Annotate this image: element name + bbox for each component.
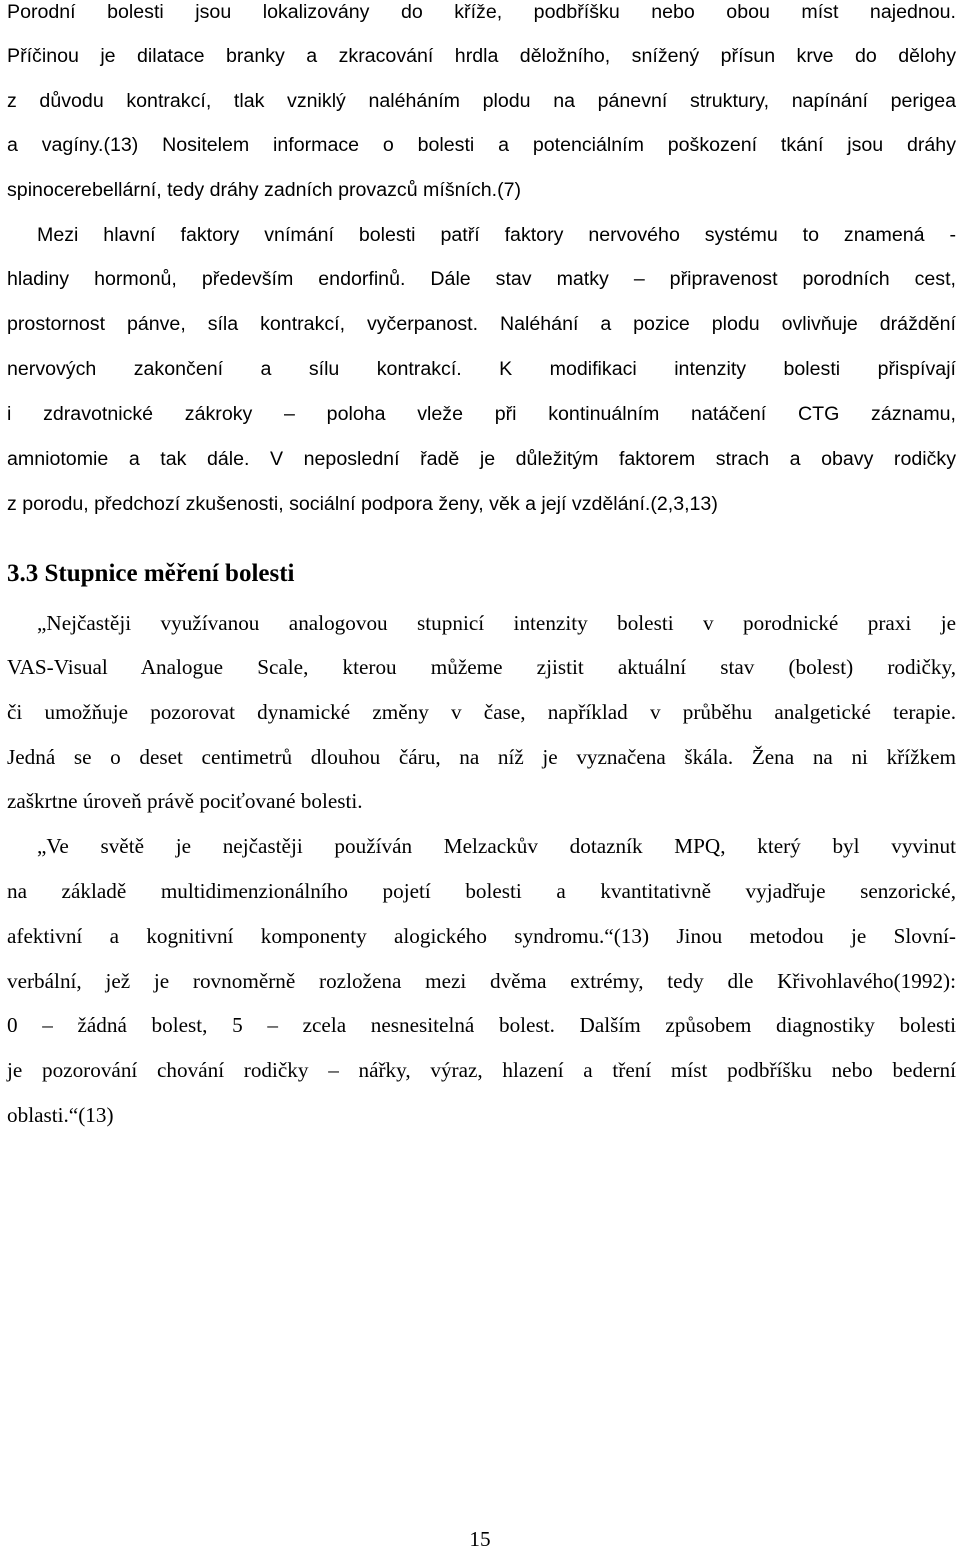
paragraph-line: 0 – žádná bolest, 5 – zcela nesnesitelná bolest. Dalším způsobem diagnostiky bolesti [7,1013,956,1037]
paragraph-line: „Nejčastěji využívanou analogovou stupnicí intenzity bolesti v porodnické praxi je [37,611,956,635]
paragraph-line: „Ve světě je nejčastěji používán Melzackův dotazník MPQ, který byl vyvinut [37,834,956,858]
paragraph-line: afektivní a kognitivní komponenty alogického syndromu.“(13) Jinou metodou je Slovní- [7,924,956,948]
paragraph-line: Jedná se o deset centimetrů dlouhou čáru, na níž je vyznačena škála. Žena na ni křížkem [7,745,956,769]
paragraph-line: Mezi hlavní faktory vnímání bolesti patří faktory nervového systému to znamená - [37,224,956,246]
paragraph-line: a vagíny.(13) Nositelem informace o bolesti a potenciálním poškození tkání jsou dráhy [7,134,956,156]
paragraph-line: je pozorování chování rodičky – nářky, výraz, hlazení a tření míst podbříšku nebo bederní [7,1058,956,1082]
paragraph-line: či umožňuje pozorovat dynamické změny v čase, například v průběhu analgetické terapie. [7,700,956,724]
page-number: 15 [469,1527,491,1551]
paragraph-line: nervových zakončení a sílu kontrakcí. K modifikaci intenzity bolesti přispívají [7,358,956,380]
paragraph-line: spinocerebellární, tedy dráhy zadních provazců míšních.(7) [7,179,522,201]
paragraph-line: Příčinou je dilatace branky a zkracování hrdla děložního, snížený přísun krve do dělohy [7,45,956,67]
paragraph-line: z důvodu kontrakcí, tlak vzniklý naléháním plodu na pánevní struktury, napínání perigea [7,90,956,112]
paragraph-line: hladiny hormonů, především endorfinů. Dále stav matky – připravenost porodních cest, [7,268,956,290]
paragraph-line: verbální, jež je rovnoměrně rozložena mezi dvěma extrémy, tedy dle Křivohlavého(1992): [7,969,956,993]
paragraph-line: na základě multidimenzionálního pojetí bolesti a kvantitativně vyjadřuje senzorické, [7,879,956,903]
paragraph-line: prostornost pánve, síla kontrakcí, vyčerpanost. Naléhání a pozice plodu ovlivňuje dráždění [7,313,956,335]
paragraph-line: z porodu, předchozí zkušenosti, sociální podpora ženy, věk a její vzdělání.(2,3,13) [7,493,718,515]
section-heading: 3.3 Stupnice měření bolesti [7,560,295,587]
paragraph-line: i zdravotnické zákroky – poloha vleže při kontinuálním natáčení CTG záznamu, [7,403,956,425]
paragraph-line: amniotomie a tak dále. V neposlední řadě je důležitým faktorem strach a obavy rodičky [7,448,956,470]
paragraph-line: VAS-Visual Analogue Scale, kterou můžeme zjistit aktuální stav (bolest) rodičky, [7,655,956,679]
paragraph-line: zaškrtne úroveň právě pociťované bolesti. [7,789,363,813]
paragraph-line: Porodní bolesti jsou lokalizovány do kříže, podbříšku nebo obou míst najednou. [7,1,956,23]
paragraph-line: oblasti.“(13) [7,1103,114,1127]
